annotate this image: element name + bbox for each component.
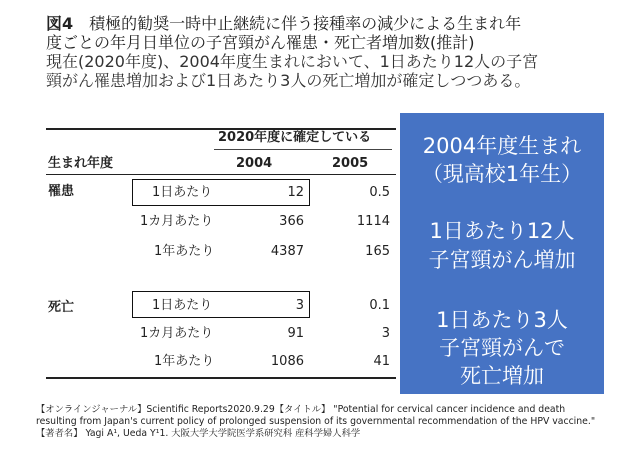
subtitle-line-2: 頸がん罹患増加および1日あたり3人の死亡増加が確定しつつある。	[46, 71, 531, 90]
span-header-rule	[214, 149, 392, 150]
span-header: 2020年度に確定している	[218, 130, 372, 145]
value-2004: 1086	[270, 354, 304, 369]
col-header-2005: 2005	[332, 156, 369, 171]
panel-line: 1日あたり12人	[429, 219, 575, 243]
value-2005: 41	[373, 354, 390, 369]
citation-line: 【オンラインジャーナル】Scientific Reports2020.9.29【タイトル】 "Potential for cervical cancer incidence and death	[36, 404, 566, 415]
value-2004: 366	[279, 214, 304, 229]
value-2005: 165	[365, 244, 390, 259]
citation-line: resulting from Japan's current policy of prolonged suspension of its governmental recommendation of the HPV vaccine."	[36, 416, 596, 427]
group-label-death: 死亡	[48, 300, 75, 315]
figure-label: 図4	[46, 14, 74, 33]
title-line-2: 度ごとの年月日単位の子宮頸がん罹患・死亡者増加数(推計)	[46, 33, 475, 52]
unit-label: 1日あたり	[152, 298, 213, 313]
unit-label: 1年あたり	[154, 244, 215, 259]
panel-line: 1日あたり3人	[436, 308, 568, 332]
subtitle-line-1: 現在(2020年度)、2004年度生まれにおいて、1日あたり12人の子宮	[46, 52, 539, 71]
group-label-incidence: 罹患	[48, 184, 75, 199]
value-2004: 3	[295, 298, 304, 313]
citation-line: 【著者名】 Yagi A¹, Ueda Y¹1. 大阪大学大学院医学系研究科 産科学婦人科学	[36, 428, 361, 439]
value-2004: 4387	[270, 244, 304, 259]
summary-panel	[400, 113, 604, 394]
unit-label: 1カ月あたり	[140, 326, 214, 341]
col-header-2004: 2004	[236, 156, 273, 171]
value-2005: 3	[381, 326, 390, 341]
title-line-1	[46, 14, 616, 33]
value-2005: 0.1	[369, 298, 390, 313]
panel-line: 2004年度生まれ	[422, 134, 582, 158]
results-table	[46, 118, 396, 380]
panel-line: 子宮頸がん増加	[428, 248, 576, 272]
unit-label: 1日あたり	[152, 185, 213, 200]
table-bottom-rule	[46, 377, 396, 379]
citation-footer	[36, 404, 616, 440]
table-header-rule	[46, 174, 396, 175]
panel-line: 子宮頸がんで	[439, 336, 565, 360]
title-text: 積極的勧奨一時中止継続に伴う接種率の減少による生まれ年	[73, 14, 522, 33]
unit-label: 1年あたり	[154, 354, 215, 369]
panel-line: 死亡増加	[460, 364, 544, 388]
panel-line: （現高校1年生）	[421, 162, 583, 186]
value-2005: 0.5	[369, 185, 390, 200]
value-2004: 12	[287, 185, 304, 200]
figure-title	[46, 14, 616, 90]
value-2005: 1114	[356, 214, 390, 229]
row-header: 生まれ年度	[48, 156, 114, 171]
value-2004: 91	[287, 326, 304, 341]
unit-label: 1カ月あたり	[140, 214, 214, 229]
